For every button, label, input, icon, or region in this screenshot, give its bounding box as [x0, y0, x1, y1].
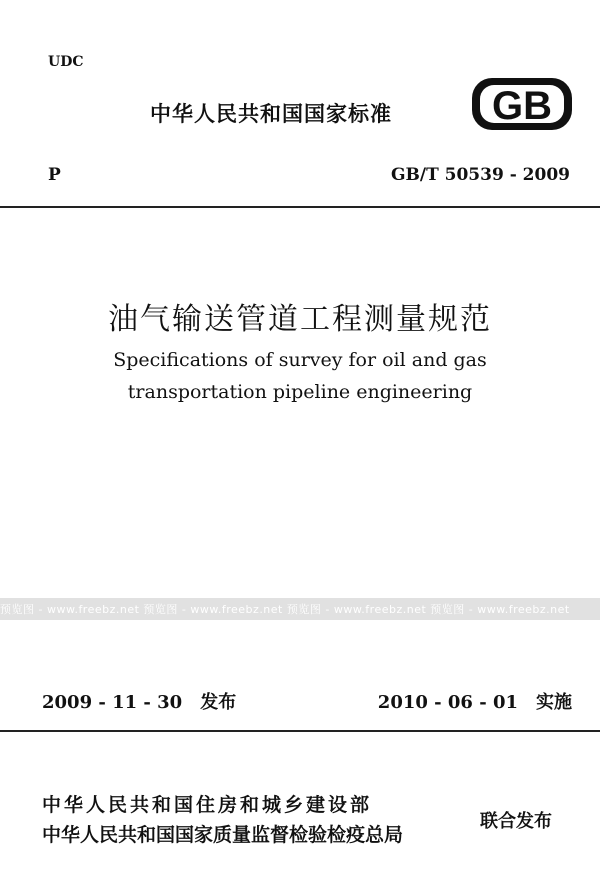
watermark-text: 预览图 - www.freebz.net 预览图 - www.freebz.net 预览图 - www.freebz.net 预览图 - www.freebz.net — [0, 603, 570, 616]
udc-label: UDC — [48, 54, 84, 70]
publisher-line2: 中华人民共和国国家质量监督检验检疫总局 — [42, 824, 404, 846]
chinese-title: 油气输送管道工程测量规范 — [108, 302, 492, 337]
footer-divider — [0, 730, 600, 732]
implementation-date: 2010 - 06 - 01 实施 — [377, 692, 572, 713]
english-title-line2: transportation pipeline engineering — [127, 381, 473, 403]
header-divider — [0, 206, 600, 208]
english-title — [0, 344, 600, 408]
gb-logo — [470, 76, 574, 132]
national-standard-heading: 中华人民共和国国家标准 — [150, 102, 392, 126]
english-title-line1: Specifications of survey for oil and gas — [113, 349, 487, 371]
classification-code: P — [48, 165, 61, 185]
joint-release-label: 联合发布 — [480, 811, 552, 832]
standard-number: GB/T 50539 - 2009 — [390, 165, 570, 185]
issue-date: 2009 - 11 - 30 发布 — [42, 692, 237, 713]
publisher-line1: 中华人民共和国住房和城乡建设部 — [42, 794, 373, 816]
gb-logo-text: GB — [492, 84, 552, 128]
